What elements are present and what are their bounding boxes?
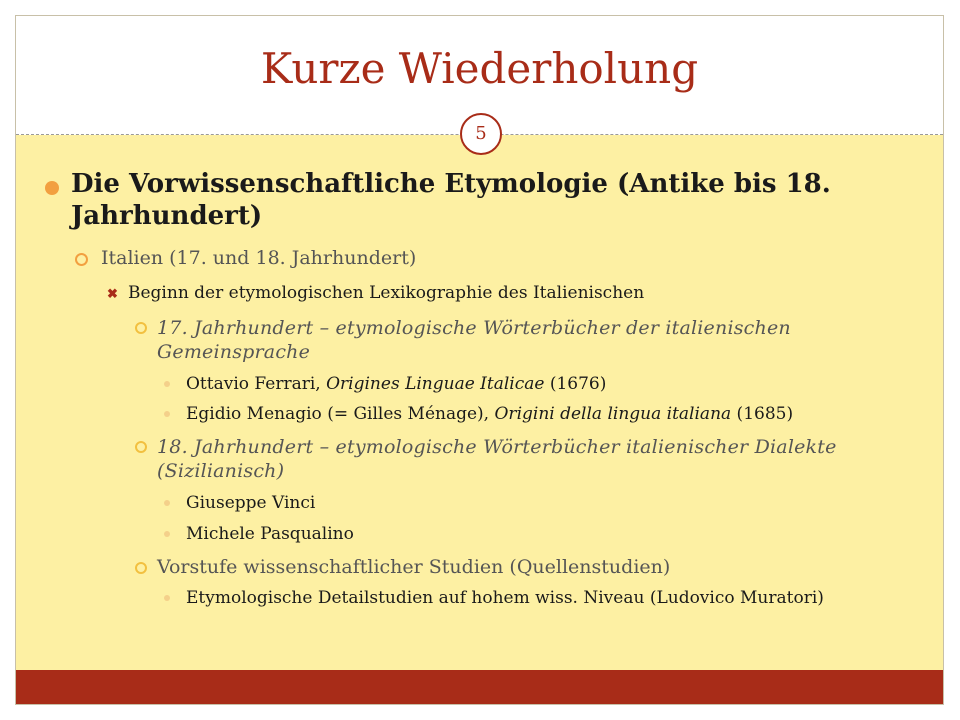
bullet-ring-icon: [135, 322, 147, 334]
list-item: Etymologische Detailstudien auf hohem wiss. Niveau (Ludovico Muratori): [186, 588, 824, 608]
bullet-dot-icon: [164, 500, 170, 506]
bullet-dot-icon: [164, 595, 170, 601]
slide-title: Kurze Wiederholung: [260, 44, 699, 93]
list-item: 18. Jahrhundert – etymologische Wörterbücher italienischer Dialekte (Sizilianisch): [157, 436, 837, 482]
book-title: Origines Linguae Italicae: [326, 374, 545, 394]
list-item-text: Egidio Menagio (= Gilles Ménage),: [186, 404, 495, 424]
book-title: Origini della lingua italiana: [494, 404, 732, 424]
list-item: Michele Pasqualino: [186, 524, 354, 544]
list-item: [186, 373, 926, 395]
page-number-badge: 5: [460, 113, 502, 155]
bullet-dot-icon: [164, 381, 170, 387]
list-item-text: (1685): [731, 404, 794, 424]
bullet-dot-icon: [45, 181, 59, 195]
list-item: Italien (17. und 18. Jahrhundert): [101, 247, 417, 269]
list-item: 17. Jahrhundert – etymologische Wörterbücher der italienischen Gemeinsprache: [157, 317, 791, 363]
footer-band: [16, 670, 943, 704]
bullet-ring-icon: [75, 253, 88, 266]
bullet-cross-icon: ✖: [107, 287, 118, 302]
list-item-text: (1676): [544, 374, 607, 394]
bullet-ring-icon: [135, 441, 147, 453]
list-item: Beginn der etymologischen Lexikographie des Italienischen: [128, 283, 645, 303]
list-item: [186, 403, 936, 425]
bullet-dot-icon: [164, 531, 170, 537]
bullet-ring-icon: [135, 562, 147, 574]
heading-item: Die Vorwissenschaftliche Etymologie (Antike bis 18. Jahrhundert): [71, 169, 831, 231]
list-item-text: Ottavio Ferrari,: [186, 374, 327, 394]
list-item: Giuseppe Vinci: [186, 493, 316, 513]
list-item: Vorstufe wissenschaftlicher Studien (Quellenstudien): [157, 556, 671, 578]
bullet-dot-icon: [164, 411, 170, 417]
